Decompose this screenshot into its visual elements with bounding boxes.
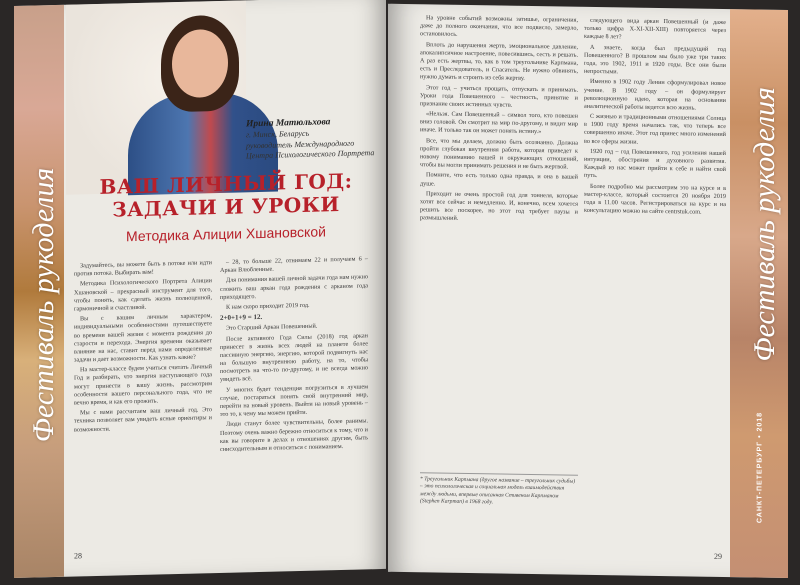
author-name: Ирина Матюльхова bbox=[246, 117, 331, 130]
author-role: руководитель Международного Центра Психологического Портрета bbox=[246, 138, 375, 161]
paragraph: Это Старший Аркан Повешенный. bbox=[226, 322, 318, 333]
right-vertical-title: Фестиваль рукоделия bbox=[748, 86, 781, 362]
paragraph: Методика Психологического Портрета Алиции Хшановской – прекрасный инструмент для того, чтобы понять, как сделать жизнь полноценной, гармоничной и счастливой. bbox=[74, 277, 212, 313]
left-column-1 bbox=[74, 259, 212, 552]
paragraph: Более подробно мы рассмотрим это на курсе и в мастер-классе, который состоится 20 ноября 2019 года в 11.00 часов. Регистрироваться на курс и на консультацию можно на сайте centrstuk.com. bbox=[584, 182, 726, 216]
right-column-2 bbox=[584, 17, 726, 539]
left-column-2 bbox=[220, 255, 368, 549]
left-page bbox=[14, 0, 386, 578]
headline-line-2: ЗАДАЧИ И УРОКИ bbox=[112, 192, 340, 222]
paragraph: Мы с вами рассчитаем ваш личный год. Это техника позволяет вам увидеть ясные ориентиры и возможности. bbox=[74, 406, 212, 434]
footnote: * Треугольник Карпмана (другое название – треугольник судьбы) – это психологическая и социальная модель взаимодействия между людьми, впервые описанная Стивеном Карпманом (Stephen Karpman) в 1968 году. bbox=[420, 472, 578, 508]
page-number-right: 29 bbox=[714, 551, 722, 561]
paragraph: Люди станут более чувствительны, более ранимы. Поэтому очень важно бережно относиться к тому, что и как вы говорите в делах и отношениях другим, быть снисходительным и относиться с пониманием. bbox=[220, 417, 368, 453]
right-vertical-city: САНКТ-ПЕТЕРБУРГ • 2018 bbox=[756, 411, 764, 524]
right-decorative-strip bbox=[730, 9, 788, 578]
paragraph: «Нельзя. Сам Повешенный – символ того, кто повешен вниз головой. Он смотрит на мир по-другому, и видит мир иначе. И только так он может понять истину.» bbox=[420, 110, 578, 136]
left-decorative-strip bbox=[14, 5, 64, 578]
paragraph: Помните, что есть только одна правда, и она в вашей душе. bbox=[420, 171, 578, 188]
paragraph: Задумайтесь, вы можете быть в потоке или идти против потока. Выбирать вам! bbox=[74, 259, 212, 278]
author-photo bbox=[66, 0, 246, 194]
article-headline bbox=[70, 169, 382, 223]
paragraph: – 28, то больше 22, отнимаем 22 и получаем 6 – Аркан Влюбленные. bbox=[220, 255, 368, 275]
paragraph: На уровне событий возможны затишье, ограничения, даже до полного окончания, что все подвисло, замерло, остановилось. bbox=[420, 14, 578, 39]
paragraph: У многих будет тенденция погрузиться в лучшем случае, постараться понять свой внутренний мир, перейти на новый уровень. Выйти на новый уровень – это то, к чему мы можем прийти. bbox=[220, 383, 368, 419]
right-column-1 bbox=[420, 14, 578, 536]
paragraph: 1920 год – год Повешенного, год усиления нашей интуиции, обострения и духовного развития. Каждый из нас может прийти к себе и найти свой путь. bbox=[584, 147, 726, 180]
paragraph: Вплоть до нарушения жертв, эмоциональное давление, апокалипсичное настроение, повесившись, сесть и решать. А раз есть жертвы, то, как в том треугольнике Карпмана, есть и Преследователь, и Спасатель. Не нужно обвинять, нужно думать и строить из себя жертву. bbox=[420, 40, 578, 83]
article-subheadline: Методика Алиции Хшановской bbox=[126, 223, 326, 245]
author-caption bbox=[246, 115, 376, 162]
paragraph: Именно в 1902 году Ленин сформулировал новое учение. В 1902 году – он формулирует революционную идею, которая на основании аналитической работы ведется всю жизнь. bbox=[584, 78, 726, 112]
paragraph: На мастер-классе будем учиться считать Личный Год и разбирать, что энергия наступающего года могут принести в вашу жизнь, рассмотрим особенности вашего персонального года, что не вечно время, и как его прожить. bbox=[74, 363, 212, 407]
headline-line-1: ВАШ ЛИЧНЫЙ ГОД: bbox=[99, 168, 353, 199]
paragraph: следующего вида аркан Повешенный (и даже только цифра X-XI-XII-XIII) повторяется через каждые 8 лет? bbox=[584, 16, 726, 41]
paragraph: С жизнью и традиционными отношениями Солнца в 1900 году время начались так, что теперь все совершенно иначе. Этот год принес много изменений во все сферы жизни. bbox=[584, 112, 726, 146]
paragraph: Этот год – учиться прощать, отпускать и принимать. Уроки года Повешенного – честность, принятие и признание своих истинных чувств. bbox=[420, 83, 578, 109]
author-city: г. Минск, Беларусь bbox=[246, 129, 310, 140]
paragraph: Для понимания вашей личной задачи года нам нужно сложить ваш аркан года рождения с арканом года приходящего. bbox=[220, 273, 368, 301]
formula: 2+0+1+9 = 12. bbox=[220, 313, 263, 323]
paragraph: А знаете, когда был предыдущий год Повешенного? В прошлом мы было уже три таких года, это 1902, 1911 и 1920 годы. Все они были непростыми. bbox=[584, 43, 726, 76]
paragraph: Все, что мы делаем, должно быть осознанно. Должна пройти глубокая внутренняя работа, которая приведет к новому пониманию вашей и окружающих отношений, чтобы вы могли принимать решения и не быть жертвой. bbox=[420, 136, 578, 171]
right-page bbox=[388, 4, 788, 578]
page-number-left: 28 bbox=[74, 551, 82, 561]
paragraph: К нам скоро приходит 2019 год. bbox=[226, 301, 310, 311]
left-vertical-title: Фестиваль рукоделия bbox=[27, 167, 60, 443]
paragraph: Приходит не очень простой год для тоннеля, которые хотят все сейчас и немедленно. И, конечно, всем хочется решить все поскорее, но этот год требует паузы и размышлений. bbox=[420, 190, 578, 223]
paragraph: Вы с вашим личным характером, индивидуальными особенностями путешествуете во времени вашей жизни с момента рождения до старости и перехода. Энергия времени оказывает влияние на нас, ставит перед нами определенные задачи и дает возможности. Как узнать какие? bbox=[74, 312, 212, 364]
paragraph: После активного Года Силы (2018) год аркан принесет в жизнь всех людей на планете более пассивную энергию, энергию, которой подвигнуть нас на большую внутреннюю работу, на то, чтобы посмотреть на что-то по-другому, и не всегда можно увидеть всё. bbox=[220, 331, 368, 384]
